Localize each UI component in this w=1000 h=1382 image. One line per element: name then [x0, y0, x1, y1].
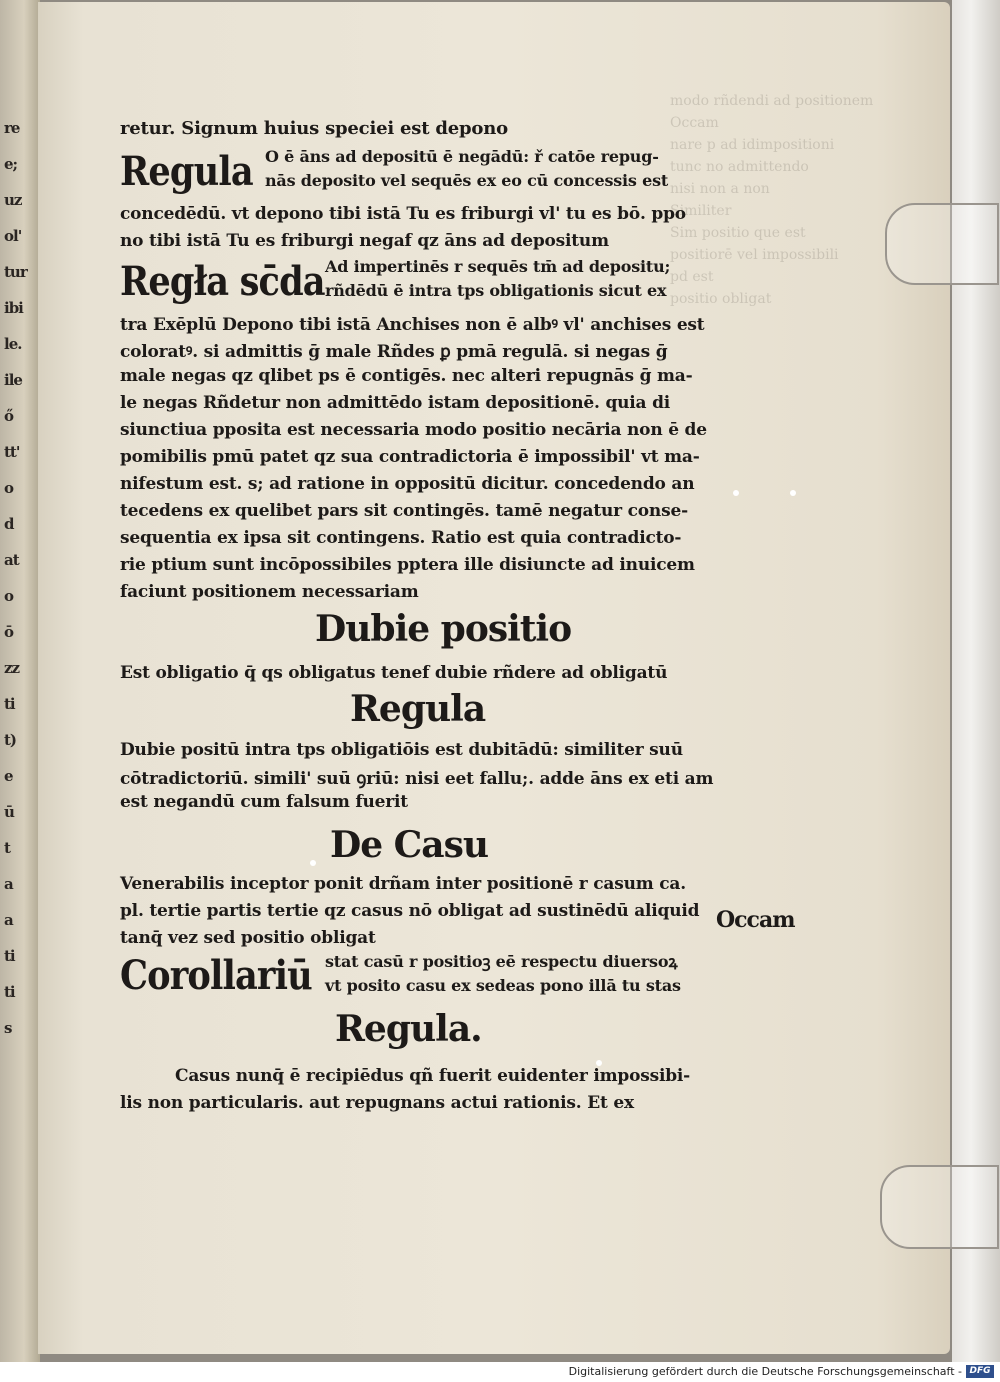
bleed-line: nare p ad idimpositioni — [670, 137, 835, 153]
edge-fragment: uz — [4, 191, 22, 209]
edge-fragment: re — [4, 119, 20, 137]
text-line: rñdēdū ē intra tps obligationis sicut ex — [325, 281, 667, 300]
text-line: pomibilis pmū patet qz sua contradictoria ē impossibil' vt ma- — [120, 447, 700, 467]
text-line: nās deposito vel sequēs ex eo cū concessis est — [265, 171, 669, 190]
rule-heading-corollarium — [120, 952, 338, 999]
edge-fragment: a — [4, 875, 13, 893]
edge-fragment: e; — [4, 155, 18, 173]
bleed-line: Occam — [670, 115, 719, 131]
text-line: male negas qz qlibet ps ē contigēs. nec alteri repugnās ḡ ma- — [120, 366, 693, 386]
edge-fragment: d — [4, 515, 14, 533]
edge-fragment: ti — [4, 695, 15, 713]
bleed-line: Sim positio que est — [670, 225, 806, 241]
text-line: le negas Rñdetur non admittēdo istam depositionē. quia di — [120, 393, 671, 413]
page-clip-top — [885, 203, 999, 285]
bleed-line: positiorē vel impossibili — [670, 247, 839, 263]
section-heading: Regula. — [335, 1008, 482, 1050]
text-line: lis non particularis. aut repugnans actui rationis. Et ex — [120, 1093, 634, 1113]
section-heading: Dubie positio — [315, 608, 572, 650]
bleed-line: modo rñdendi ad positionem — [670, 93, 874, 109]
page-clip-bottom — [880, 1165, 999, 1249]
edge-fragment: ō — [4, 623, 14, 641]
text-line: Venerabilis inceptor ponit drñam inter positionē r casum ca. — [120, 874, 686, 894]
edge-fragment: tt' — [4, 443, 20, 461]
text-line: retur. Signum huius speciei est depono — [120, 118, 508, 139]
text-line: O ē āns ad depositū ē negādū: ř catōe repug- — [265, 147, 659, 166]
text-line: tra Exēplū Depono tibi istā Anchises non ē albꝰ vl' anchises est — [120, 315, 705, 335]
edge-fragment: e — [4, 767, 13, 785]
footer-credit: Digitalisierung gefördert durch die Deutsche Forschungsgemeinschaft - — [568, 1365, 962, 1378]
text-line: siunctiua pposita est necessaria modo positio necāria non ē de — [120, 420, 707, 440]
text-line: rie ptium sunt incōpossibiles pptera ille disiuncte ad inuicem — [120, 555, 695, 575]
text-line: pl. tertie partis tertie qz casus nō obligat ad sustinēdū aliquid — [120, 901, 700, 921]
edge-fragment: ti — [4, 947, 15, 965]
text-line: stat casū r positioꝫ eē respectu diuersoꝝ — [325, 952, 678, 971]
edge-fragment: tur — [4, 263, 27, 281]
bleed-line: pd est — [670, 269, 714, 285]
text-line-pair — [325, 950, 681, 998]
edge-fragment: t — [4, 839, 10, 857]
section-heading: De Casu — [330, 824, 489, 866]
text-line: tanq̄ vez sed positio obligat — [120, 928, 376, 948]
initial-heading: Regula — [120, 148, 253, 195]
edge-fragment: t) — [4, 731, 17, 749]
marginal-note: Occam — [716, 907, 795, 933]
bleed-through-text — [670, 90, 874, 1130]
text-line: vt posito casu ex sedeas pono illā tu stas — [325, 976, 681, 995]
edge-fragment: s — [4, 1019, 12, 1037]
text-line: tecedens ex quelibet pars sit contingēs. tamē negatur conse- — [120, 501, 688, 521]
edge-fragment: zz — [4, 659, 20, 677]
text-line: Dubie positū intra tps obligatiōis est dubitādū: similiter suū — [120, 740, 683, 760]
initial-heading: Corollariū — [120, 952, 312, 999]
text-line: Est obligatio q̄ qs obligatus tenef dubie rñdere ad obligatū — [120, 663, 668, 683]
text-line: sequentia ex ipsa sit contingens. Ratio est quia contradicto- — [120, 528, 682, 548]
initial-heading: Regła sc̄da — [120, 258, 325, 305]
previous-page-edge-text — [4, 110, 40, 1046]
rule-heading-regula — [120, 148, 271, 195]
text-line: no tibi istā Tu es friburgi negaf qz āns ad depositum — [120, 231, 609, 251]
text-line: coloratꝰ. si admittis ḡ male Rñdes ꝑ pmā regulā. si negas ḡ — [120, 342, 668, 362]
book-spine — [0, 0, 40, 1362]
text-line: faciunt positionem necessariam — [120, 582, 419, 602]
edge-fragment: o — [4, 587, 14, 605]
edge-fragment: a — [4, 911, 13, 929]
text-line: Ad impertinēs r sequēs tm̄ ad depositu; — [325, 257, 671, 276]
edge-fragment: o — [4, 479, 14, 497]
edge-fragment: ő — [4, 407, 14, 425]
text-line: concedēdū. vt depono tibi istā Tu es friburgi vl' tu es bō. ppo — [120, 204, 686, 224]
bleed-line: Similiter — [670, 203, 732, 219]
text-line: est negandū cum falsum fuerit — [120, 792, 408, 812]
rule-heading-regula-secunda — [120, 258, 353, 305]
text-line: nifestum est. s; ad ratione in oppositū dicitur. concedendo an — [120, 474, 695, 494]
edge-fragment: ol' — [4, 227, 22, 245]
bleed-line: nisi non a non — [670, 181, 770, 197]
edge-fragment: le. — [4, 335, 22, 353]
dfg-logo: DFG — [966, 1365, 994, 1378]
edge-fragment: ū — [4, 803, 14, 821]
bleed-line: tunc no admittendo — [670, 159, 809, 175]
edge-fragment: ile — [4, 371, 22, 389]
footer-bar — [0, 1362, 1000, 1382]
text-line: Casus nunq̄ ē recipiēdus qñ fuerit euidenter impossibi- — [175, 1066, 691, 1086]
section-heading: Regula — [350, 688, 486, 730]
text-line: cōtradictoriū. simili' suū ꝯriū: nisi eet fallu;. adde āns ex eti am — [120, 769, 714, 789]
edge-fragment: ti — [4, 983, 15, 1001]
edge-fragment: ibi — [4, 299, 23, 317]
edge-fragment: at — [4, 551, 19, 569]
text-line-pair — [325, 255, 670, 303]
text-line-pair — [265, 145, 668, 193]
bleed-line: positio obligat — [670, 291, 772, 307]
